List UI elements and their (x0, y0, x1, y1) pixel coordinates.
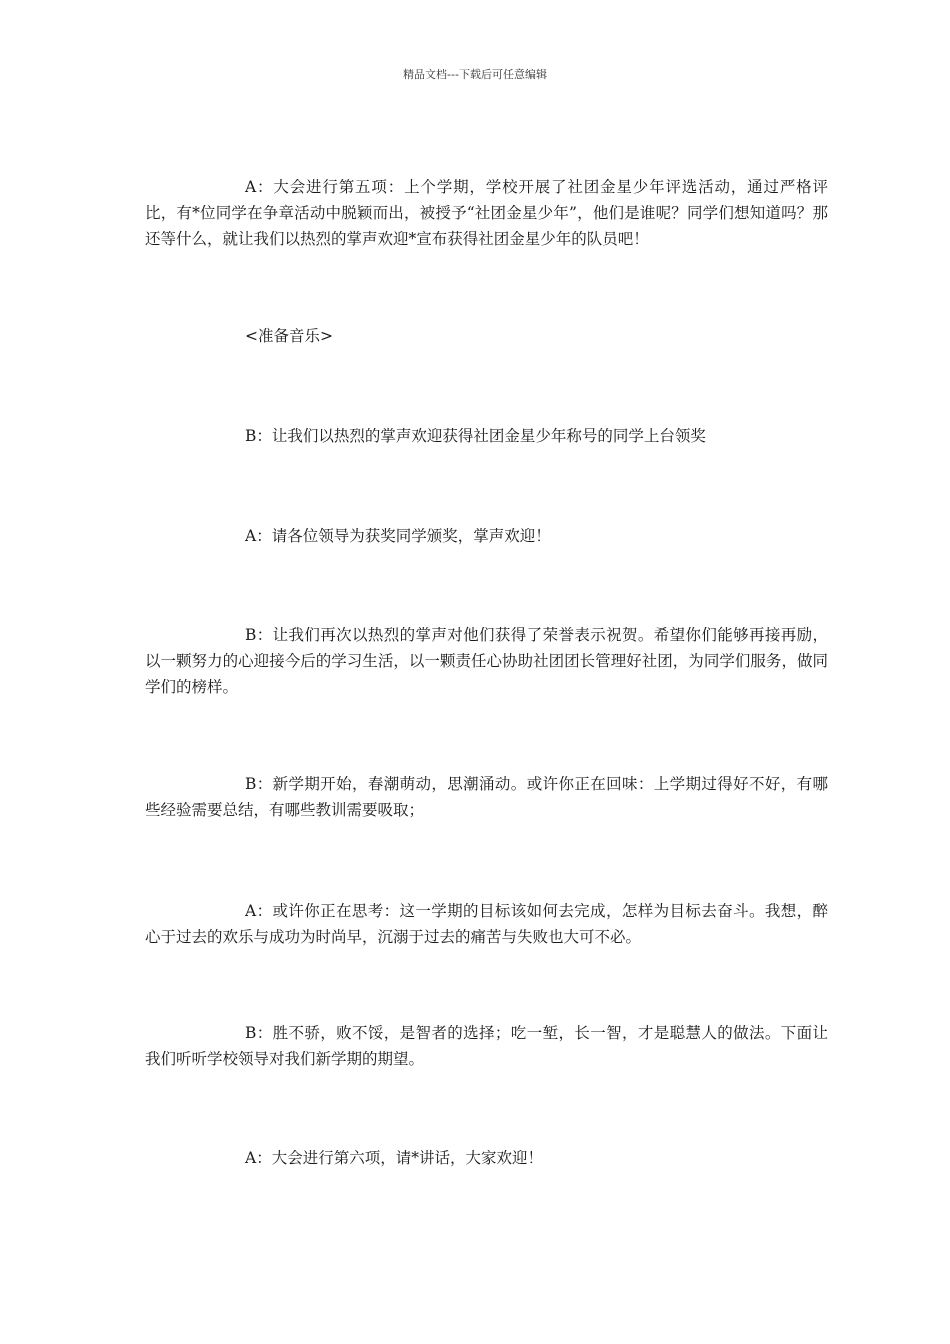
paragraph-prepare-music: <准备音乐> (245, 327, 333, 345)
paragraph-host-b-congratulations: B：让我们再次以热烈的掌声对他们获得了荣誉表示祝贺。希望你们能够再接再励，以一颗努力的心迎接今后的学习生活，以一颗责任心协助社团团长管理好社团，为同学们服务，做同学们的榜样。 (145, 626, 828, 696)
paragraph-host-a-item-five: A：大会进行第五项：上个学期，学校开展了社团金星少年评选活动，通过严格评比，有*位同学在争章活动中脱颖而出，被授予“社团金星少年”，他们是谁呢？同学们想知道吗？那还等什么，就让我们以热烈的掌声欢迎*宣布获得社团金星少年的队员吧！ (145, 178, 828, 248)
paragraph-host-a-thinking: A：或许你正在思考：这一学期的目标该如何去完成，怎样为目标去奋斗。我想，醉心于过去的欢乐与成功为时尚早，沉溺于过去的痛苦与失败也大可不必。 (145, 902, 828, 946)
paragraph-host-b-wisdom: B：胜不骄，败不馁，是智者的选择；吃一堑，长一智，才是聪慧人的做法。下面让我们听听学校领导对我们新学期的期望。 (145, 1024, 828, 1068)
paragraph-host-a-item-six: A：大会进行第六项，请*讲话，大家欢迎！ (245, 1149, 543, 1167)
paragraph-host-b-award-welcome: B：让我们以热烈的掌声欢迎获得社团金星少年称号的同学上台领奖 (245, 427, 706, 445)
page-header: 精品文档---下载后可任意编辑 (403, 68, 547, 81)
paragraph-host-b-new-semester: B：新学期开始，春潮萌动，思潮涌动。或许你正在回味：上学期过得好不好，有哪些经验需要总结，有哪些教训需要吸取； (145, 775, 828, 819)
paragraph-host-a-leaders-present: A：请各位领导为获奖同学颁奖，掌声欢迎！ (245, 527, 551, 545)
